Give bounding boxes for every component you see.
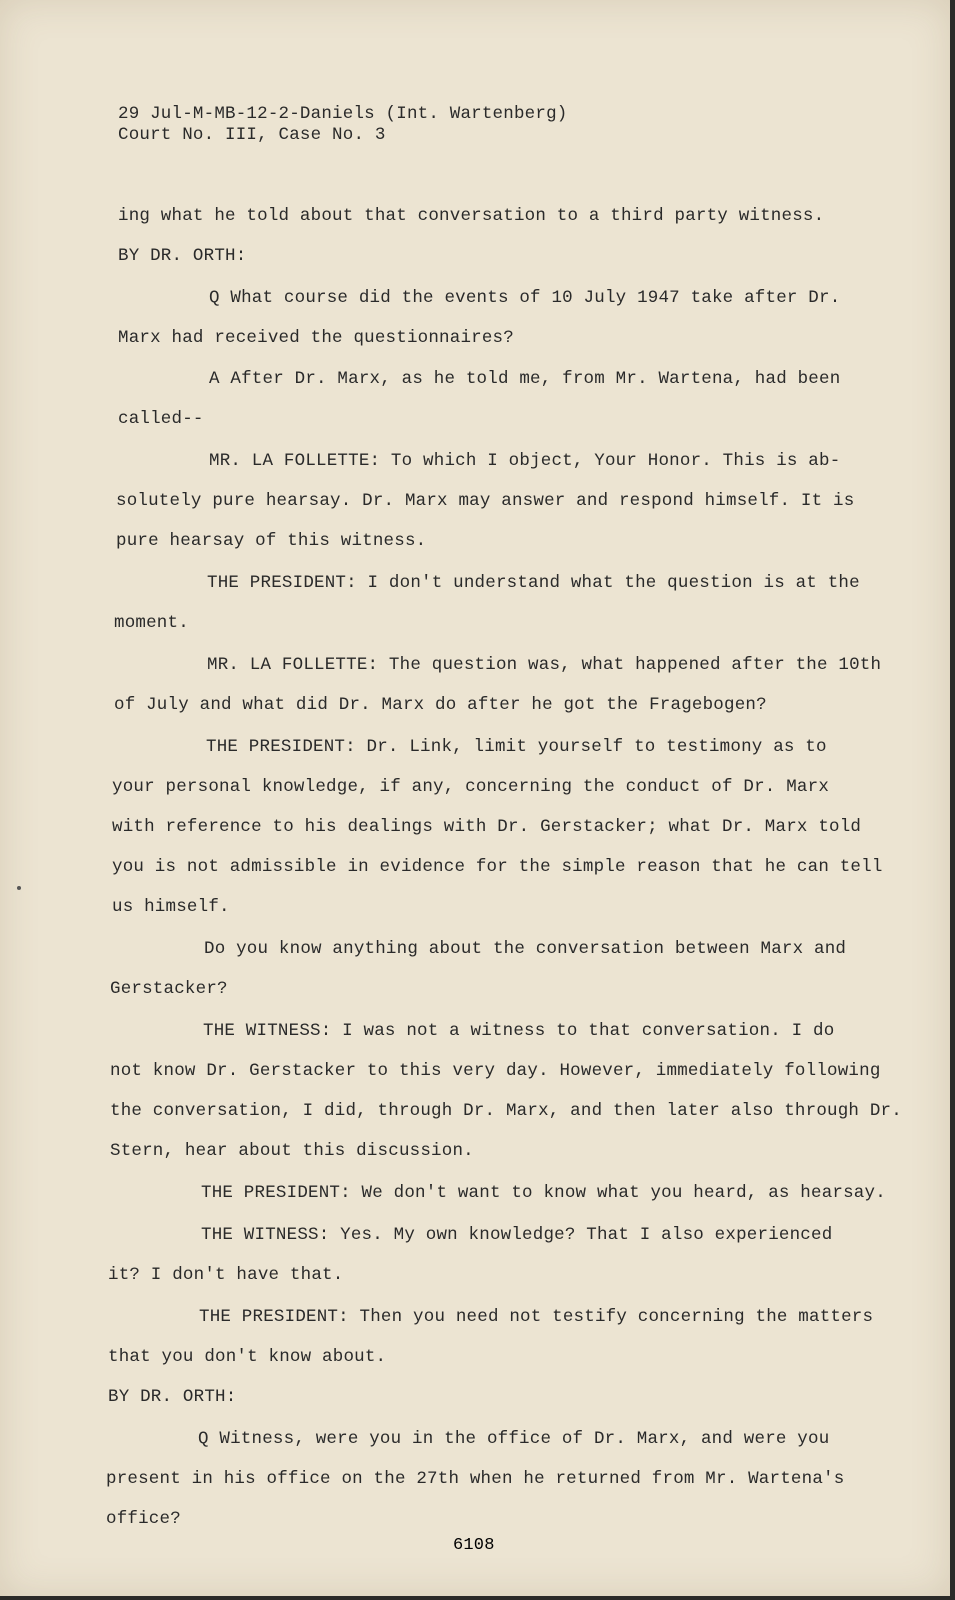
- transcript-line: BY DR. ORTH:: [118, 246, 247, 266]
- transcript-line: THE PRESIDENT: Dr. Link, limit yourself to testimony as to: [206, 737, 827, 757]
- transcript-line: us himself.: [112, 897, 230, 917]
- transcript-line: MR. LA FOLLETTE: The question was, what happened after the 10th: [207, 655, 882, 675]
- transcript-line: with reference to his dealings with Dr. Gerstacker; what Dr. Marx told: [112, 817, 862, 837]
- transcript-line: BY DR. ORTH:: [108, 1387, 237, 1407]
- transcript-line: THE WITNESS: I was not a witness to that conversation. I do: [203, 1021, 835, 1041]
- transcript-line: of July and what did Dr. Marx do after he got the Fragebogen?: [114, 695, 767, 715]
- header-line-2: Court No. III, Case No. 3: [118, 125, 386, 145]
- ink-speck: [17, 886, 21, 890]
- transcript-line: THE PRESIDENT: Then you need not testify concerning the matters: [199, 1307, 874, 1327]
- transcript-line: that you don't know about.: [108, 1347, 387, 1367]
- transcript-line: present in his office on the 27th when he returned from Mr. Wartena's: [106, 1469, 845, 1489]
- transcript-line: A After Dr. Marx, as he told me, from Mr. Wartena, had been: [209, 369, 841, 389]
- transcript-line: solutely pure hearsay. Dr. Marx may answer and respond himself. It is: [116, 491, 855, 511]
- transcript-line: not know Dr. Gerstacker to this very day. However, immediately following: [110, 1061, 881, 1081]
- transcript-line: called--: [118, 409, 204, 429]
- transcript-line: Gerstacker?: [110, 979, 228, 999]
- transcript-line: office?: [106, 1509, 181, 1529]
- transcript-line: your personal knowledge, if any, concerning the conduct of Dr. Marx: [112, 777, 830, 797]
- transcript-line: Q What course did the events of 10 July 1947 take after Dr.: [209, 288, 841, 308]
- header-line-1: 29 Jul-M-MB-12-2-Daniels (Int. Wartenberg): [118, 104, 568, 124]
- transcript-line: pure hearsay of this witness.: [116, 531, 427, 551]
- transcript-line: you is not admissible in evidence for the simple reason that he can tell: [112, 857, 883, 877]
- transcript-line: Do you know anything about the conversation between Marx and: [204, 939, 847, 959]
- transcript-line: THE WITNESS: Yes. My own knowledge? That I also experienced: [201, 1225, 833, 1245]
- page-number: 6108: [453, 1536, 495, 1555]
- transcript-line: THE PRESIDENT: We don't want to know what you heard, as hearsay.: [201, 1183, 886, 1203]
- transcript-line: Q Witness, were you in the office of Dr. Marx, and were you: [198, 1429, 830, 1449]
- transcript-line: Stern, hear about this discussion.: [110, 1141, 474, 1161]
- transcript-line: MR. LA FOLLETTE: To which I object, Your Honor. This is ab-: [209, 451, 841, 471]
- transcript-line: it? I don't have that.: [108, 1265, 344, 1285]
- transcript-line: moment.: [114, 613, 189, 633]
- transcript-line: the conversation, I did, through Dr. Marx, and then later also through Dr.: [110, 1101, 902, 1121]
- transcript-line: Marx had received the questionnaires?: [118, 328, 514, 348]
- transcript-line: ing what he told about that conversation to a third party witness.: [118, 206, 825, 226]
- transcript-line: THE PRESIDENT: I don't understand what the question is at the: [207, 573, 860, 593]
